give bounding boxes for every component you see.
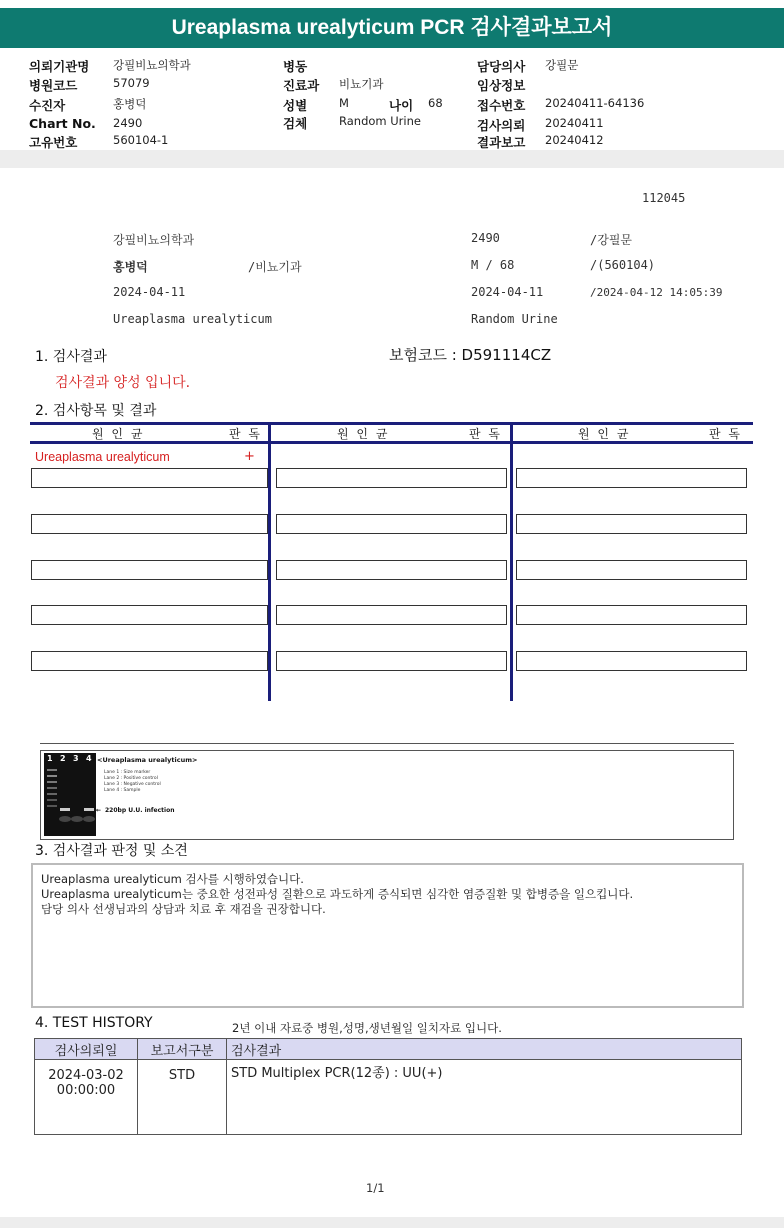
label-chart-no: Chart No. [29, 116, 96, 131]
history-time: 00:00:00 [56, 1083, 116, 1098]
label-institution: 의뢰기관명 [29, 59, 90, 74]
label-doctor: 담당의사 [477, 59, 526, 74]
gel-legend-3: Lane 3 : Negative control [104, 782, 161, 787]
info-request-date: 2024-04-11 [113, 285, 186, 299]
history-date-cell [35, 1060, 138, 1135]
value-department: 비뇨기과 [339, 77, 384, 91]
label-sex: 성별 [283, 98, 308, 113]
opinion-line: 담당 의사 선생님과의 상담과 치료 후 재검을 권장합니다. [41, 902, 326, 916]
label-patient: 수진자 [29, 98, 66, 113]
result-row-empty [276, 514, 507, 534]
gel-legend-1: Lane 1 : Size marker [104, 770, 151, 775]
history-type: STD [138, 1060, 227, 1135]
result-row-empty [276, 468, 507, 488]
footer-band [0, 1217, 784, 1228]
col-header-pathogen-1: 원 인 균 [92, 427, 145, 441]
insurance-code: 보험코드 : D591114CZ [389, 346, 552, 364]
info-institution: 강필비뇨의학과 [113, 233, 195, 247]
value-chart-no: 2490 [113, 116, 143, 130]
value-receipt-no: 20240411-64136 [545, 96, 645, 110]
gel-legend-4: Lane 4 : Sample [104, 788, 141, 793]
gel-top-rule [40, 743, 734, 744]
info-doctor: /강필문 [590, 233, 633, 247]
label-unique-no: 고유번호 [29, 135, 78, 150]
opinion-line: Ureaplasma urealyticum 검사를 시행하였습니다. [41, 872, 304, 886]
info-chart-no: 2490 [471, 231, 500, 245]
opinion-line: Ureaplasma urealyticum는 중요한 성전파성 질환으로 과도하게 증식되면 심각한 염증질환 및 합병증을 일으킵니다. [41, 887, 634, 901]
result-row-empty [516, 651, 747, 671]
label-report-date: 결과보고 [477, 135, 526, 150]
gel-bands-graphic [44, 753, 96, 836]
history-header-type: 보고서구분 [138, 1039, 227, 1060]
report-code: 112045 [642, 191, 686, 205]
gel-lane-2: 2 [60, 754, 66, 763]
info-receipt-date: 2024-04-11 [471, 285, 544, 299]
label-request-date: 검사의뢰 [477, 118, 526, 133]
gel-arrow-icon: ← [96, 807, 102, 814]
value-patient: 홍병덕 [113, 97, 147, 111]
value-specimen: Random Urine [339, 114, 421, 128]
header-divider-band [0, 150, 784, 168]
info-specimen: Random Urine [471, 312, 558, 326]
table-col-divider-1 [268, 425, 271, 701]
result-row-empty [276, 560, 507, 580]
result-row-empty [516, 468, 747, 488]
value-hospital-code: 57079 [113, 76, 150, 90]
gel-lane-1: 1 [47, 754, 53, 763]
section3-heading: 3. 검사결과 판정 및 소견 [35, 843, 188, 859]
label-hospital-code: 병원코드 [29, 78, 78, 93]
value-unique-no: 560104-1 [113, 133, 169, 147]
pathogen-name: Ureaplasma urealyticum [35, 450, 170, 464]
gel-lane-4: 4 [86, 754, 92, 763]
label-clinical-info: 임상정보 [477, 78, 526, 93]
info-sex-age: M / 68 [471, 258, 515, 272]
label-age: 나이 [389, 98, 414, 113]
result-row-empty [31, 560, 268, 580]
section2-heading: 2. 검사항목 및 결과 [35, 403, 157, 419]
result-row-empty [31, 514, 268, 534]
value-report-date: 20240412 [545, 133, 604, 147]
gel-lane-3: 3 [73, 754, 79, 763]
info-test-name: Ureaplasma urealyticum [113, 312, 272, 326]
col-header-judgement-2: 판 독 [469, 427, 502, 441]
opinion-box [31, 863, 744, 1008]
history-header-result: 검사결과 [227, 1039, 742, 1060]
info-patient: 홍병덕 [113, 260, 148, 274]
info-birth: /(560104) [590, 258, 656, 272]
value-institution: 강필비뇨의학과 [113, 58, 191, 72]
section4-heading: 4. TEST HISTORY [35, 1015, 153, 1031]
result-positive-text: 검사결과 양성 입니다. [55, 375, 191, 391]
result-row-empty [276, 605, 507, 625]
gel-legend-2: Lane 2 : Positive control [104, 776, 158, 781]
history-note: 2년 이내 자료중 병원,성명,생년월일 일치자료 입니다. [232, 1021, 502, 1035]
result-row-empty [516, 514, 747, 534]
label-receipt-no: 접수번호 [477, 98, 526, 113]
label-specimen: 검체 [283, 116, 308, 131]
result-row-empty [516, 560, 747, 580]
gel-title: <Ureaplasma urealyticum> [97, 756, 198, 764]
value-doctor: 강필문 [545, 58, 579, 72]
col-header-pathogen-2: 원 인 균 [337, 427, 390, 441]
page-number: 1/1 [366, 1181, 385, 1195]
label-ward: 병동 [283, 59, 308, 74]
history-result: STD Multiplex PCR(12종) : UU(+) [227, 1060, 742, 1135]
info-report-datetime: /2024-04-12 14:05:39 [590, 286, 723, 299]
result-row-empty [31, 605, 268, 625]
result-row-empty [31, 468, 268, 488]
label-department: 진료과 [283, 78, 320, 93]
gel-band-label: 220bp U.U. infection [105, 807, 175, 814]
result-row-empty [276, 651, 507, 671]
value-sex: M [339, 96, 349, 110]
value-request-date: 20240411 [545, 116, 604, 130]
table-col-divider-2 [510, 425, 513, 701]
section1-heading: 1. 검사결과 [35, 349, 107, 365]
col-header-pathogen-3: 원 인 균 [578, 427, 631, 441]
result-row-empty [516, 605, 747, 625]
pathogen-result: + [244, 449, 255, 464]
table-row [35, 1060, 742, 1135]
col-header-judgement-3: 판 독 [709, 427, 742, 441]
report-title: Ureaplasma urealyticum PCR 검사결과보고서 [171, 16, 613, 39]
history-header-date: 검사의뢰일 [35, 1039, 138, 1060]
result-row-empty [31, 651, 268, 671]
info-department: /비뇨기과 [248, 260, 302, 274]
history-table [34, 1038, 742, 1135]
gel-image [44, 753, 96, 836]
value-age: 68 [428, 96, 443, 110]
col-header-judgement-1: 판 독 [229, 427, 262, 441]
history-date: 2024-03-02 [48, 1068, 124, 1083]
